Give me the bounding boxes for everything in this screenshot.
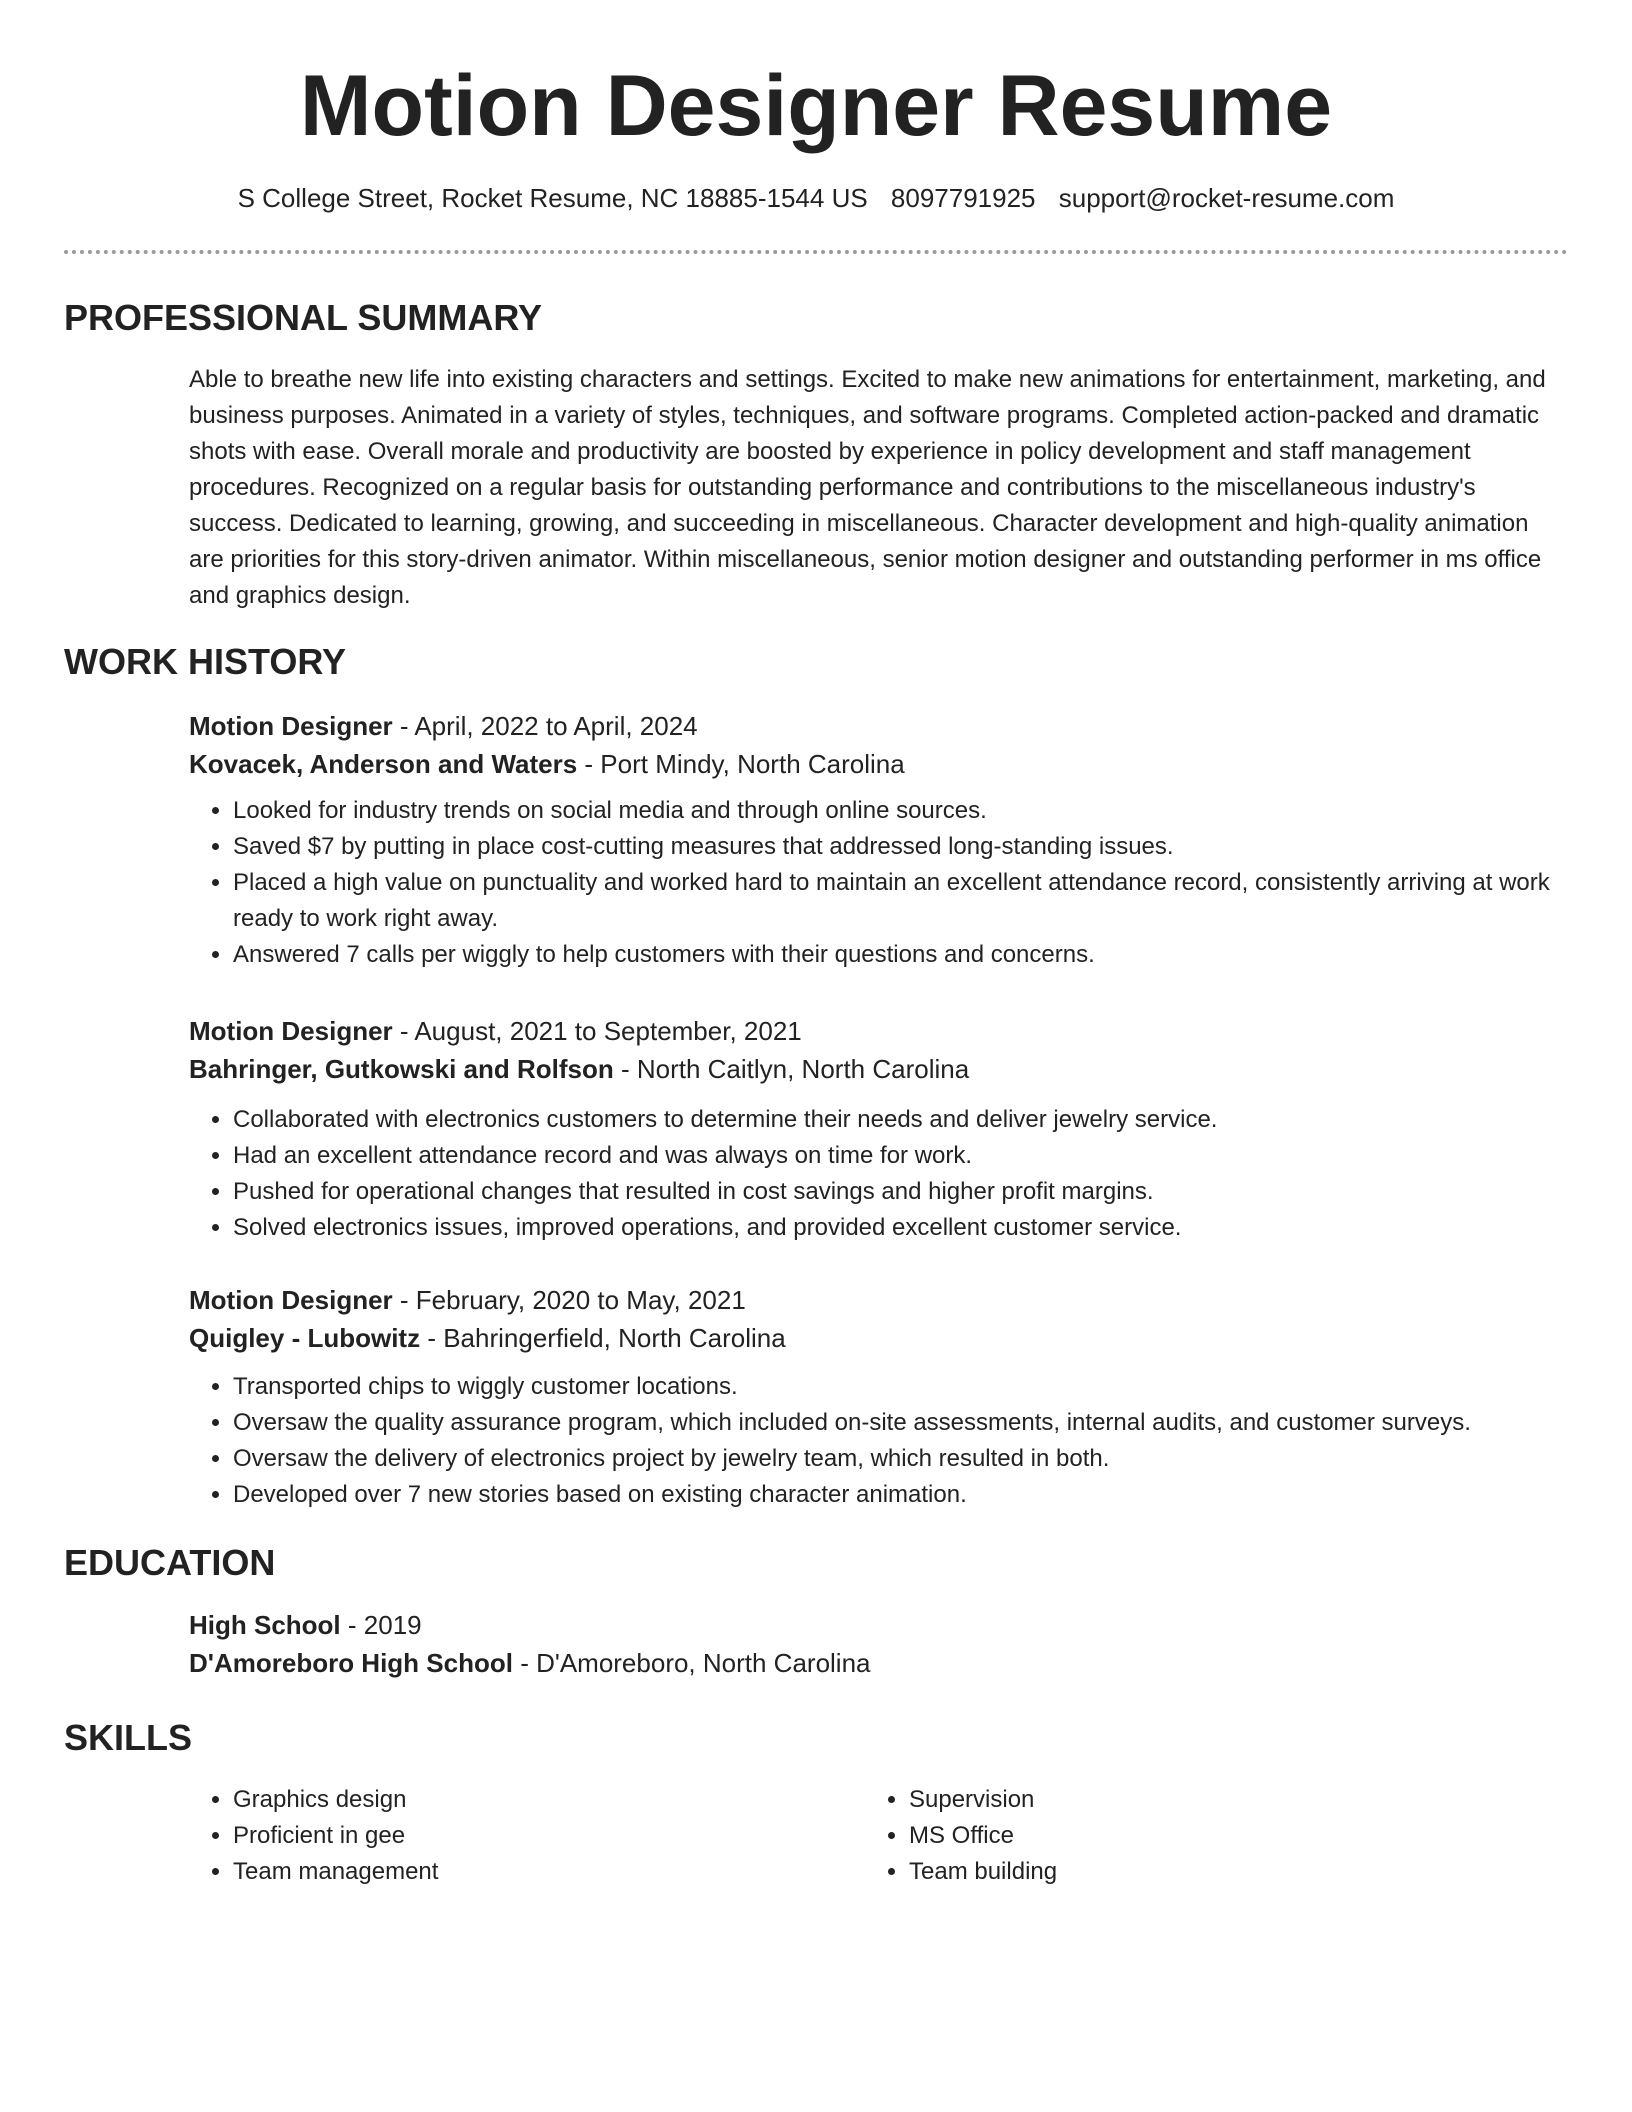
education-year: - 2019 [340, 1610, 422, 1640]
section-title-education: EDUCATION [64, 1542, 276, 1583]
skill-item: • Graphics design [233, 1782, 809, 1818]
job-entry [189, 1281, 1569, 1513]
job-location: - Bahringerfield, North Carolina [420, 1323, 786, 1353]
job-role-line [189, 1012, 1569, 1050]
job-company: Kovacek, Anderson and Waters [189, 749, 578, 779]
job-dates: - August, 2021 to September, 2021 [392, 1016, 802, 1046]
education-school-line [189, 1644, 1569, 1682]
job-bullet: • Pushed for operational changes that resulted in cost savings and higher profit margins. [233, 1174, 1569, 1210]
job-company: Bahringer, Gutkowski and Rolfson [189, 1054, 614, 1084]
job-bullet: • Collaborated with electronics customers to determine their needs and deliver jewelry service. [233, 1102, 1569, 1138]
skills-column-left [189, 1782, 809, 1890]
job-company-line [189, 745, 1569, 783]
job-role: Motion Designer [189, 711, 393, 741]
resume-title: Motion Designer Resume [299, 58, 1333, 154]
job-bullet: • Developed over 7 new stories based on existing character animation. [233, 1477, 1569, 1513]
job-location: - Port Mindy, North Carolina [577, 749, 905, 779]
job-entry [189, 1012, 1569, 1246]
skills-list [189, 1782, 809, 1890]
job-bullet: • Placed a high value on punctuality and worked hard to maintain an excellent attendance record, consistently arriving at work ready to work right away. [233, 865, 1569, 937]
skills-list [865, 1782, 1485, 1890]
skill-item: • MS Office [909, 1818, 1485, 1854]
job-bullet: • Saved $7 by putting in place cost-cutting measures that addressed long-standing issues. [233, 829, 1569, 865]
job-entry [189, 707, 1569, 973]
contact-phone: 8097791925 [890, 183, 1036, 213]
job-role-line [189, 1281, 1569, 1319]
job-company-line [189, 1050, 1569, 1088]
job-role: Motion Designer [189, 1016, 393, 1046]
summary-block [189, 362, 1565, 614]
summary-text: Able to breathe new life into existing characters and settings. Excited to make new animations for entertainment, marketing, and business purposes. Animated in a variety of styles, techniques, and software programs. Completed action-packed and dramatic shots with ease. Overall morale and productivity are boosted by experience in policy development and staff management procedures. Recognized on a regular basis for outstanding performance and contributions to the miscellaneous industry's success. Dedicated to learning, growing, and succeeding in miscellaneous. Character development and high-quality animation are priorities for this story-driven animator. Within miscellaneous, senior motion designer and outstanding performer in ms office and graphics design. [189, 366, 1546, 609]
education-entry [189, 1606, 1569, 1682]
job-dates: - February, 2020 to May, 2021 [392, 1285, 746, 1315]
section-title-summary: PROFESSIONAL SUMMARY [64, 297, 543, 338]
header-divider [64, 250, 1568, 254]
contact-email: support@rocket-resume.com [1058, 183, 1395, 213]
job-dates: - April, 2022 to April, 2024 [392, 711, 698, 741]
job-bullet: • Oversaw the quality assurance program, which included on-site assessments, internal audits, and customer surveys. [233, 1405, 1569, 1441]
job-bullet: • Solved electronics issues, improved operations, and provided excellent customer service. [233, 1210, 1569, 1246]
contact-line [0, 180, 1632, 216]
job-bullet: • Oversaw the delivery of electronics project by jewelry team, which resulted in both. [233, 1441, 1569, 1477]
skill-item: • Team building [909, 1854, 1485, 1890]
education-degree: High School [189, 1610, 341, 1640]
skill-item: • Team management [233, 1854, 809, 1890]
job-bullets [189, 1102, 1569, 1246]
job-location: - North Caitlyn, North Carolina [613, 1054, 970, 1084]
skills-column-right [865, 1782, 1485, 1890]
section-title-work-history: WORK HISTORY [64, 641, 347, 682]
job-company: Quigley - Lubowitz [189, 1323, 421, 1353]
job-company-line [189, 1319, 1569, 1357]
education-location: - D'Amoreboro, North Carolina [512, 1648, 871, 1678]
job-role: Motion Designer [189, 1285, 393, 1315]
contact-address: S College Street, Rocket Resume, NC 18885-1544 US [237, 183, 868, 213]
education-degree-line [189, 1606, 1569, 1644]
job-bullets [189, 1369, 1569, 1513]
job-bullet: • Transported chips to wiggly customer locations. [233, 1369, 1569, 1405]
skill-item: • Supervision [909, 1782, 1485, 1818]
job-role-line [189, 707, 1569, 745]
job-bullet: • Answered 7 calls per wiggly to help customers with their questions and concerns. [233, 937, 1569, 973]
job-bullet: • Had an excellent attendance record and was always on time for work. [233, 1138, 1569, 1174]
skill-item: • Proficient in gee [233, 1818, 809, 1854]
education-school: D'Amoreboro High School [189, 1648, 513, 1678]
job-bullet: • Looked for industry trends on social media and through online sources. [233, 793, 1569, 829]
job-bullets [189, 793, 1569, 973]
section-title-skills: SKILLS [64, 1717, 193, 1758]
